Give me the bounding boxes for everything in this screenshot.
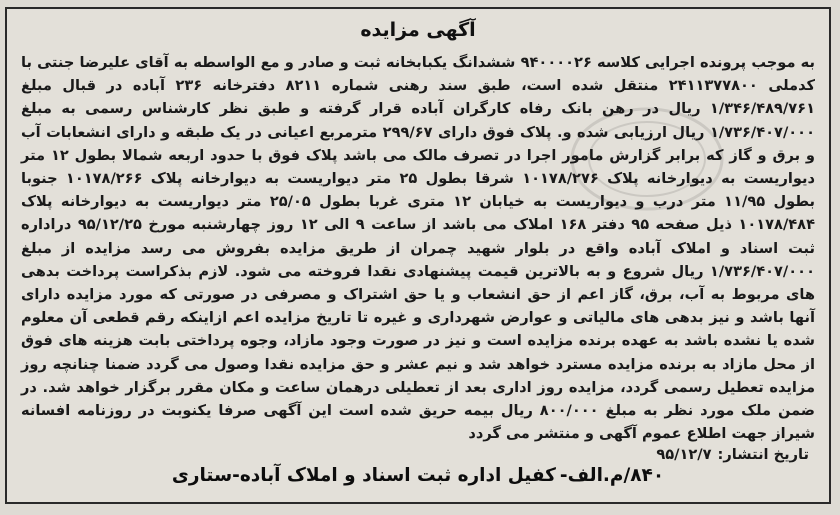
publish-date-value: ۹۵/۱۲/۷: [656, 446, 712, 463]
notice-body: به موجب پرونده اجرایی کلاسه ۹۴۰۰۰۰۲۶ ششدانگ یکبابخانه ثبت و صادر و مع الواسطه به آقای علیرضا جنتی با کدملی ۲۴۱۱۳۷۷۸۰۰ منتقل شده است، طبق سند رهنی شماره ۸۲۱۱ دفترخانه ۲۳۶ آباده در قبال مبلغ ۱/۳۴۶/۴۸۹/۷۶۱ ریال در رهن بانک رفاه کارگران آباده قرار گرفته و طبق نظر کارشناس رسمی به مبلغ ۱/۷۳۶/۴۰۷/۰۰۰ ریال ارزیابی شده و. پلاک فوق دارای ۲۹۹/۶۷ مترمربع اعیانی در یک طبقه و دارای انشعابات آب و برق و گاز که برابر گزارش مامور اجرا در تصرف مالک می باشد پلاک فوق با حدود اربعه شمالا بطول ۱۲ متر دیواریست به دیوارخانه پلاک ۱۰۱۷۸/۲۷۶ شرقا بطول ۲۵ متر دیواریست به دیوارخانه پلاک ۱۰۱۷۸/۲۶۶ جنوبا بطول ۱۱/۹۵ متر درب و دیواریست به خیابان ۱۲ متری غربا بطول ۲۵/۰۵ متر دیواریست به دیوارخانه پلاک ۱۰۱۷۸/۴۸۴ ذیل صفحه ۹۵ دفتر ۱۶۸ املاک می باشد از ساعت ۹ الی ۱۲ روز چهارشنبه مورخ ۹۵/۱۲/۲۵ دراداره ثبت اسناد و املاک آباده واقع در بلوار شهید چمران از طریق مزایده بفروش می رسد مزایده از مبلغ ۱/۷۳۶/۴۰۷/۰۰۰ ریال شروع و به بالاترین قیمت پیشنهادی نقدا فروخته می شود. لازم بذکراست پرداخت بدهی های مربوط به آب، برق، گاز اعم از حق انشعاب و یا حق اشتراک و مصرفی در صورتی که مورد مزایده دارای آنها باشد و نیز بدهی های مالیاتی و عوارض شهرداری و غیره تا تاریخ مزایده اعم ازاینکه رقم قطعی آن معلوم شده یا نشده باشد به عهده برنده مزایده است و نیز در صورت وجود مازاد، وجوه پرداختی بابت هزینه های فوق از محل مازاد به برنده مزایده مسترد خواهد شد و نیم عشر و حق مزایده نقدا وصول می گردد ضمنا چنانچه روز مزایده تعطیل رسمی گردد، مزایده روز اداری بعد از تعطیلی درهمان ساعت و مکان مقرر برگزار خواهد شد. در ضمن ملک مورد نظر به مبلغ ۸۰۰/۰۰۰ ریال بیمه حریق شده است این آگهی صرفا یکنوبت در روزنامه افسانه شیراز جهت اطلاع عموم آگهی و منتشر می گردد: [21, 54, 816, 443]
notice-reference-code: ۸۴۰/م.الف-: [559, 465, 665, 486]
publish-date-label: تاریخ انتشار:: [717, 446, 809, 463]
publish-date-line: [21, 446, 809, 463]
notice-footer: [7, 465, 829, 486]
notice-frame: [5, 7, 831, 504]
notice-signature: کفیل اداره ثبت اسناد و املاک آباده-ستاری: [171, 465, 556, 486]
notice-title: آگهی مزایده: [360, 19, 476, 41]
